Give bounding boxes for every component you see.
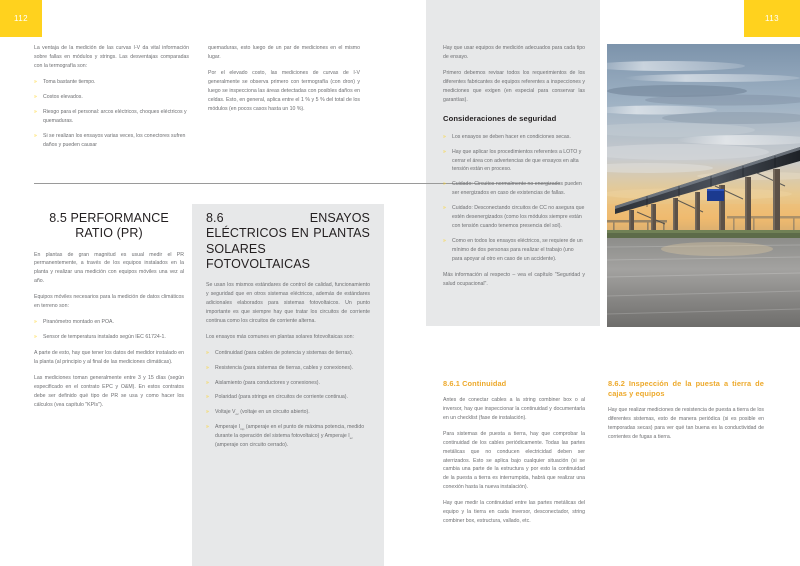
list-item: » Polaridad (para strings en circuitos de corriente continua). <box>206 393 370 402</box>
list-item: » Aislamiento (para conductores y conexiones). <box>206 379 370 388</box>
top-left-bullets <box>34 78 189 150</box>
page-number-right <box>744 0 800 37</box>
section-8-5-paragraph-3: A parte de esto, hay que tener los datos del medidor instalado en la planta (al principio y al final de las mediciones climáticas). <box>34 350 184 365</box>
section-8-6-1-paragraph-1: Antes de conectar cables a la string combiner box o al inversor, hay que inspeccionar la continuidad y documentarla en un checklist (fase de instalación). <box>443 396 585 421</box>
page-number-left <box>0 0 42 37</box>
list-item: » Costos elevados. <box>34 93 189 102</box>
section-8-6-1-paragraph-3: Hay que medir la continuidad entre las partes metálicas del equipo y la tierra en cada inversor, desconectador, string combiner box, estructura, vallado, etc. <box>443 500 585 525</box>
list-item: » Toma bastante tiempo. <box>34 78 189 87</box>
list-item: » Continuidad (para cables de potencia y sistemas de tierras). <box>206 349 370 358</box>
list-item: » Resistencia (para sistemas de tierras, cables y conexiones). <box>206 364 370 373</box>
list-item: » Riesgo para el personal: arcos eléctricos, choques eléctricos y quemaduras. <box>34 108 189 126</box>
section-8-6-bullets <box>206 349 370 451</box>
section-8-5-bullets <box>34 318 184 342</box>
section-8-6-1-paragraph-2: Para sistemas de puesta a tierra, hay que comprobar la continuidad de los cables periódicamente. Todas las partes metálicas que no conducen electricidad deben ser aterrizados. Esto se aplica bajo cualquier situación (si se cambia una parte de la estructura y por esto la continuidad de la puesta a tierra es interrumpida, habrá que realizar una conexión hasta la nueva instalación). <box>443 430 585 491</box>
section-8-6-2-heading: 8.6.2 Inspección de la puesta a tierra de cajas y equipos <box>608 379 764 398</box>
list-item: » Los ensayos se deben hacer en condiciones secas. <box>443 133 585 142</box>
page-number-right-label: 113 <box>765 14 779 23</box>
solar-plant-photo <box>607 44 800 327</box>
section-8-5-heading: 8.5 PERFORMANCE RATIO (PR) <box>49 211 169 241</box>
section-8-6-paragraph-1: Se usan los mismos estándares de control de calidad, funcionamiento y seguridad que en otros sistemas eléctricos, además de estándares adicionales elaborados para sistemas fotovoltaicos. Un punto importante es que siempre hay que tratar los circuitos de corriente continua como los circuitos de corriente alterna. <box>206 282 370 324</box>
list-item: » Hay que aplicar los procedimientos referentes a LOTO y cerrar el área con advertencias de que ensayos en alta tensión están en proceso. <box>443 148 585 175</box>
section-8-5-paragraph-4: Las mediciones toman generalmente entre 3 y 15 días (según especificado en el contrato EPC y O&M). En estos contratos debe ser definido qué tipo de PR se usa y como hacer los cálculos (vea capítulo "KPIs"). <box>34 374 184 408</box>
top-left-intro: La ventaja de la medición de las curvas I-V da vital información sobre fallas en módulos y strings. Las desventajas comparadas con la termografía son: <box>34 45 189 69</box>
section-8-6-heading: 8.6 ENSAYOS ELÉCTRICOS EN PLANTAS SOLARES FOTOVOLTAICAS <box>206 211 370 271</box>
section-8-6-paragraph-2: Los ensayos más comunes en plantas solares fotovoltaicas son: <box>206 333 354 340</box>
section-8-5 <box>34 211 184 410</box>
list-item: » Piranómetro montado en POA. <box>34 318 184 327</box>
top-middle-paragraph: Por el elevado costo, las mediciones de curvas de I-V generalmente se observa primero con termografía (con dron) y luego se inspecciona las áreas detectadas con posibles daños en celdas. Esto, en general, aplica entre el 1 % y 5 % del total de los módulos (en pocos casos hasta un 10 %). <box>208 69 360 112</box>
top-right-column <box>443 44 585 289</box>
list-item: » Sensor de temperatura instalado según IEC 61724-1. <box>34 333 184 342</box>
list-item: » Cuidado: Circuitos normalmente no energizados pueden ser energizados en caso de existencias de fallas. <box>443 180 585 198</box>
top-right-closing: Más información al respecto – vea el capítulo "Seguridad y salud ocupacional". <box>443 271 585 287</box>
section-8-6-2 <box>608 379 764 442</box>
top-right-paragraph-2: Primero debemos revisar todos los requerimientos de los diferentes fabricantes de equipos referentes a inspecciones y mediciones que exigen (en especial para conservar las garantías). <box>443 69 585 103</box>
safety-bullets <box>443 133 585 264</box>
section-8-6-1 <box>443 379 585 526</box>
list-item: » Voltaje $V_{oc}$ (voltaje en un circuito abierto). <box>206 408 370 417</box>
list-item: » Como en todos los ensayos eléctricos, se requiere de un mínimo de dos personas para realizar el trabajo (uno para apoyar al otro en caso de un accidente). <box>443 237 585 264</box>
section-8-5-paragraph-1: En plantas de gran magnitud es usual medir el PR permanentemente, a través de los equipos instalados en la planta y realizar una medición con equipos móviles una vez al año. <box>34 251 184 285</box>
section-8-6-2-paragraph-1: Hay que realizar mediciones de resistencia de puesta a tierra de los diferentes sistemas, esto de manera periódica (si es posible en temporadas secas) para ver qué tan buena es la conductividad de corrientes de fugas a tierra. <box>608 406 764 440</box>
section-8-6 <box>206 211 370 457</box>
section-8-6-1-heading: 8.6.1 Continuidad <box>443 379 507 388</box>
safety-considerations-heading: Consideraciones de seguridad <box>443 113 557 123</box>
top-middle-column <box>208 44 360 114</box>
list-item: » Cuidado: Desconectando circuitos de CC no asegura que estén desenergizados (como los módulos siempre están con tensión cuando tenemos presencia del sol). <box>443 204 585 231</box>
list-item: » Si se realizan los ensayos varias veces, los conectores sufren daños y pueden causar <box>34 132 189 150</box>
list-item: » Amperaje $I_{mp}$ (amperaje en el punto de máxima potencia, medido durante la operación del sistema fotovoltaico) y Amperaje $I_{sc}$ (amperaje con circuito cerrado). <box>206 423 370 450</box>
top-middle-continued: quemaduras, esto luego de un par de mediciones en el mismo lugar. <box>208 45 360 60</box>
top-left-column <box>34 44 189 156</box>
top-right-paragraph-1: Hay que usar equipos de medición adecuados para cada tipo de ensayo. <box>443 45 585 60</box>
page-number-left-label: 112 <box>14 14 28 23</box>
section-8-5-paragraph-2: Equipos móviles necesarios para la medición de datos climáticos en terreno son: <box>34 294 184 310</box>
